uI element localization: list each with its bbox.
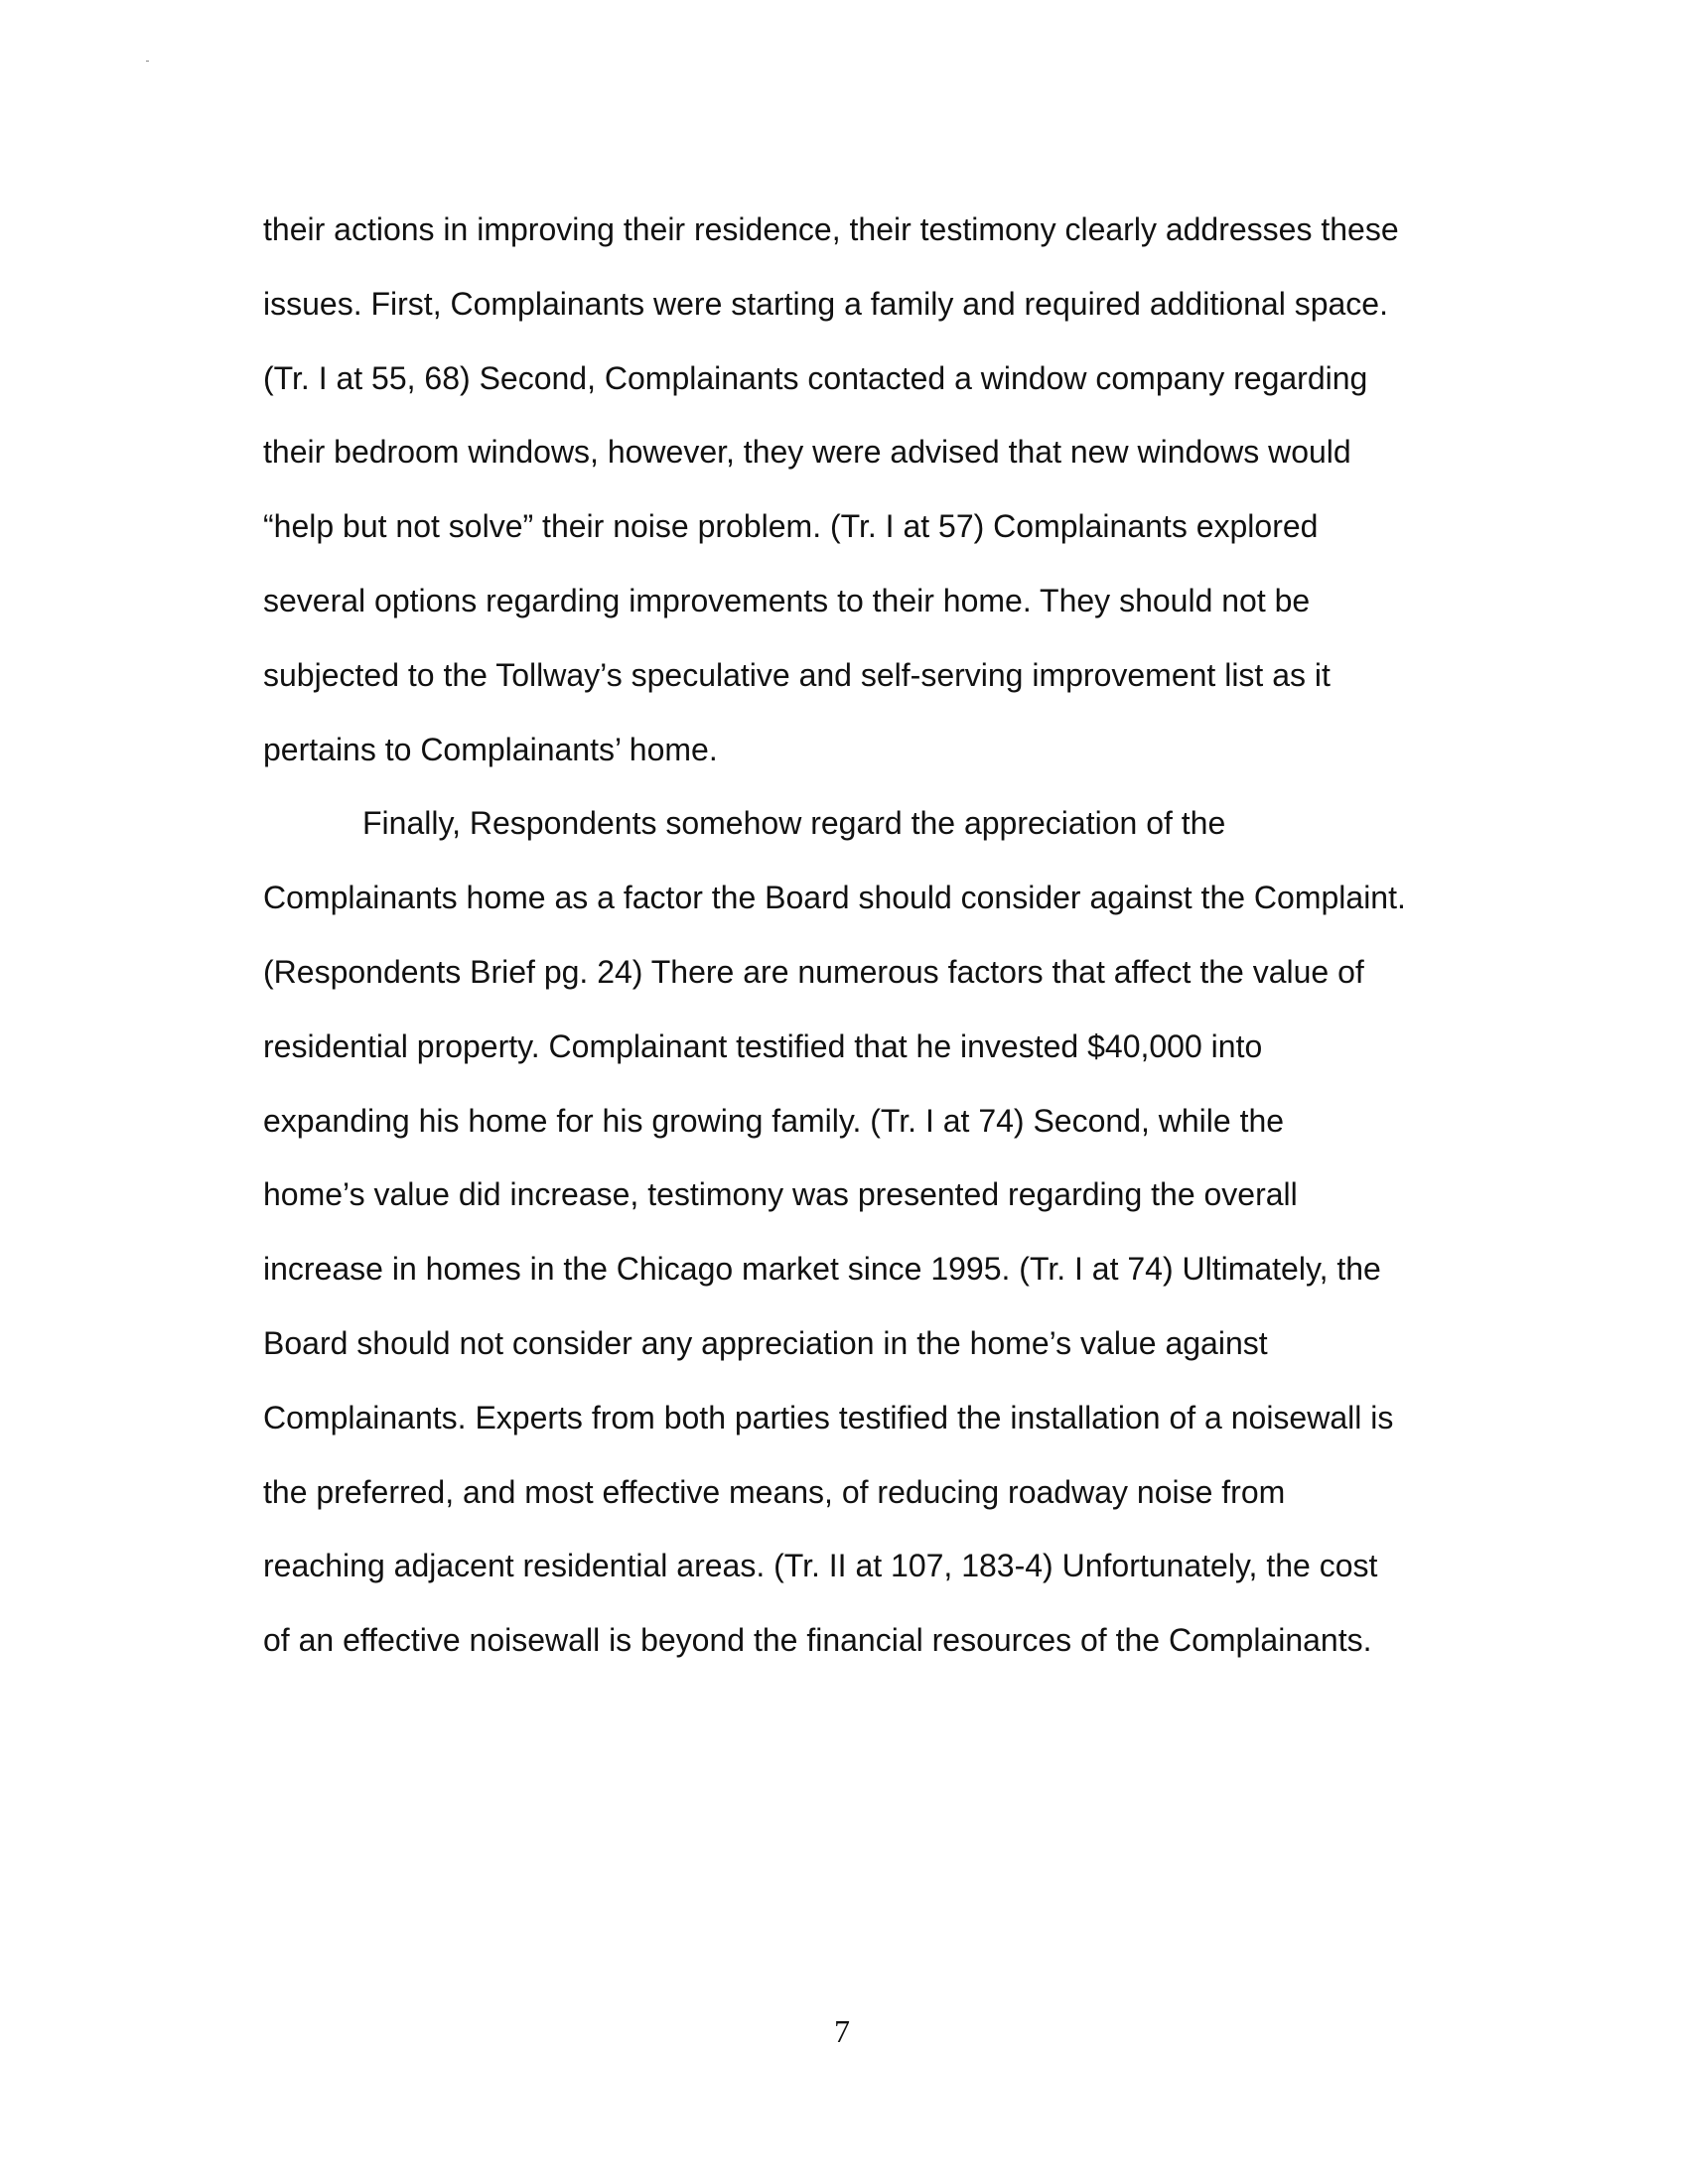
text-line: Complainants. Experts from both parties testified the installation of a noisewall is [263, 1399, 1394, 1435]
text-line: subjected to the Tollway’s speculative and self-serving improvement list as it [263, 656, 1331, 693]
text-line: several options regarding improvements to their home. They should not be [263, 582, 1311, 618]
text-line: Complainants home as a factor the Board should consider against the Complaint. [263, 880, 1406, 916]
text-line: pertains to Complainants’ home. [263, 731, 718, 767]
scan-speck [146, 61, 149, 62]
text-line: issues. First, Complainants were starting a family and required additional space. [263, 285, 1388, 322]
text-line: expanding his home for his growing family. (Tr. I at 74) Second, while the [263, 1102, 1285, 1139]
text-line: home’s value did increase, testimony was presented regarding the overall [263, 1176, 1298, 1213]
text-line: (Tr. I at 55, 68) Second, Complainants contacted a window company regarding [263, 359, 1368, 396]
body-text [263, 193, 1455, 1678]
text-line: Board should not consider any appreciation in the home’s value against [263, 1324, 1268, 1361]
paragraph-start-line: Finally, Respondents somehow regard the appreciation of the [362, 805, 1226, 842]
text-line: their bedroom windows, however, they were advised that new windows would [263, 434, 1351, 471]
text-line: “help but not solve” their noise problem. (Tr. I at 57) Complainants explored [263, 508, 1319, 545]
text-line: (Respondents Brief pg. 24) There are numerous factors that affect the value of [263, 953, 1364, 990]
text-line: of an effective noisewall is beyond the financial resources of the Complainants. [263, 1622, 1372, 1659]
text-line: residential property. Complainant testified that he invested $40,000 into [263, 1027, 1263, 1064]
page-number: 7 [834, 2013, 850, 2049]
text-line: increase in homes in the Chicago market since 1995. (Tr. I at 74) Ultimately, the [263, 1251, 1381, 1288]
text-line: reaching adjacent residential areas. (Tr. II at 107, 183-4) Unfortunately, the cost [263, 1548, 1378, 1584]
text-line: their actions in improving their residence, their testimony clearly addresses these [263, 211, 1399, 247]
text-line: the preferred, and most effective means, of reducing roadway noise from [263, 1473, 1286, 1510]
